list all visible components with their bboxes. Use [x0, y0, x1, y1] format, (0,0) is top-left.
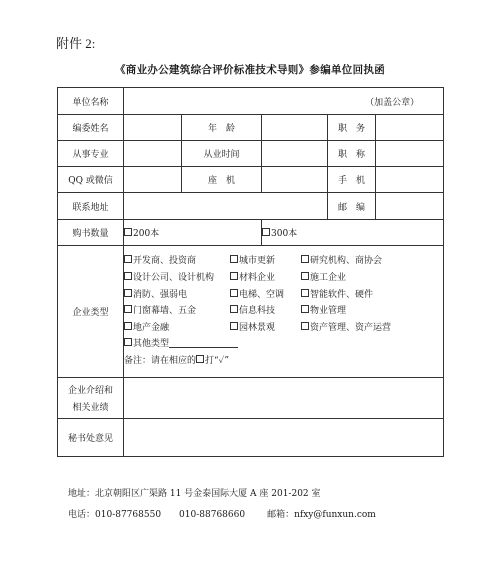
type-option[interactable]: 电梯、空调 [230, 287, 284, 304]
row-unit-name [58, 88, 444, 115]
label-secretariat: 秘书处意见 [58, 419, 124, 457]
label-editor-name: 编委姓名 [58, 115, 124, 141]
attachment-label: 附件 2: [56, 36, 96, 51]
checkbox-icon[interactable] [124, 255, 132, 263]
type-option[interactable]: 园林景观 [230, 320, 275, 337]
type-option[interactable]: 信息科技 [230, 303, 275, 320]
checkbox-icon[interactable] [301, 289, 309, 297]
checkbox-icon[interactable] [124, 305, 132, 313]
checkbox-icon[interactable] [301, 322, 309, 330]
type-note: 备注：请在相应的 打“✓” [124, 355, 230, 366]
company-type-options [124, 246, 444, 378]
field-postcode[interactable] [376, 193, 444, 220]
label-intro: 企业介绍和 相关业绩 [58, 378, 124, 419]
type-option[interactable]: 物业管理 [301, 303, 346, 320]
reply-form-table [57, 87, 444, 457]
footer-address: 地址：北京朝阳区广渠路 11 号金泰国际大厦 A 座 201-202 室 [68, 489, 321, 499]
checkbox-icon[interactable] [124, 338, 132, 346]
type-option[interactable]: 城市更新 [230, 253, 275, 270]
document-title: 《商业办公建筑综合评价标准技术导则》参编单位回执函 [115, 64, 385, 76]
type-option[interactable]: 设计公司、设计机构 [124, 270, 214, 287]
other-type-blank[interactable] [169, 338, 238, 348]
label-age: 年 龄 [182, 115, 262, 141]
type-option[interactable]: 施工企业 [301, 270, 346, 287]
row-editor [58, 115, 444, 141]
checkbox-icon[interactable] [124, 289, 132, 297]
field-qq[interactable] [124, 167, 182, 193]
label-work-years: 从业时间 [182, 141, 262, 167]
option-300-label: 300本 [271, 229, 298, 239]
type-option[interactable]: 资产管理、资产运营 [301, 320, 391, 337]
field-position[interactable] [376, 115, 444, 141]
email: nfxy@funxun.com [294, 510, 376, 520]
checkbox-icon[interactable] [230, 272, 238, 280]
type-option[interactable]: 开发商、投资商 [124, 253, 196, 270]
type-option[interactable]: 材料企业 [230, 270, 275, 287]
option-200[interactable] [124, 220, 262, 246]
field-secretariat[interactable] [124, 419, 444, 457]
seal-note: （加盖公章） [365, 97, 420, 108]
checkbox-icon[interactable] [230, 322, 238, 330]
row-address [58, 193, 444, 220]
row-buy [58, 220, 444, 246]
checkbox-icon[interactable] [262, 228, 270, 236]
checkbox-icon[interactable] [124, 228, 132, 236]
checkbox-icon[interactable] [301, 272, 309, 280]
checkbox-icon[interactable] [301, 305, 309, 313]
field-work-years[interactable] [262, 141, 328, 167]
label-unit-name: 单位名称 [58, 88, 124, 115]
field-mobile[interactable] [376, 167, 444, 193]
field-unit-name[interactable] [124, 88, 444, 115]
label-major: 从事专业 [58, 141, 124, 167]
label-buy-qty: 购书数量 [58, 220, 124, 246]
checkbox-icon[interactable] [301, 255, 309, 263]
type-option[interactable]: 门窗幕墙、五金 [124, 303, 196, 320]
phone-1: 010-87768550 [95, 510, 162, 520]
label-company-type: 企业类型 [58, 246, 124, 378]
type-option-other[interactable]: 其他类型 [124, 336, 238, 353]
checkbox-icon[interactable] [230, 289, 238, 297]
checkbox-icon [196, 355, 204, 363]
field-age[interactable] [262, 115, 328, 141]
label-position: 职 务 [328, 115, 376, 141]
label-postcode: 邮 编 [328, 193, 376, 220]
checkbox-icon[interactable] [124, 272, 132, 280]
row-company-type [58, 246, 444, 378]
row-secretariat [58, 419, 444, 457]
checkbox-icon[interactable] [230, 305, 238, 313]
field-address[interactable] [124, 193, 328, 220]
row-major [58, 141, 444, 167]
footer-contact: 电话：010-87768550 010-88768660 邮箱：nfxy@funxun.com [68, 510, 376, 520]
row-contact [58, 167, 444, 193]
field-title-rank[interactable] [376, 141, 444, 167]
row-intro [58, 378, 444, 419]
type-option[interactable]: 研究机构、商协会 [301, 253, 382, 270]
label-qq: QQ 或微信 [58, 167, 124, 193]
field-intro[interactable] [124, 378, 444, 419]
type-option[interactable]: 地产金融 [124, 320, 169, 337]
field-major[interactable] [124, 141, 182, 167]
checkbox-icon[interactable] [230, 255, 238, 263]
label-mobile: 手 机 [328, 167, 376, 193]
label-landline: 座 机 [182, 167, 262, 193]
type-option[interactable]: 消防、强弱电 [124, 287, 187, 304]
phone-2: 010-88768660 [179, 510, 246, 520]
field-landline[interactable] [262, 167, 328, 193]
checkbox-icon[interactable] [124, 322, 132, 330]
type-option[interactable]: 智能软件、硬件 [301, 287, 373, 304]
label-title-rank: 职 称 [328, 141, 376, 167]
label-address: 联系地址 [58, 193, 124, 220]
option-300[interactable] [262, 220, 444, 246]
option-200-label: 200本 [133, 229, 160, 239]
field-editor-name[interactable] [124, 115, 182, 141]
